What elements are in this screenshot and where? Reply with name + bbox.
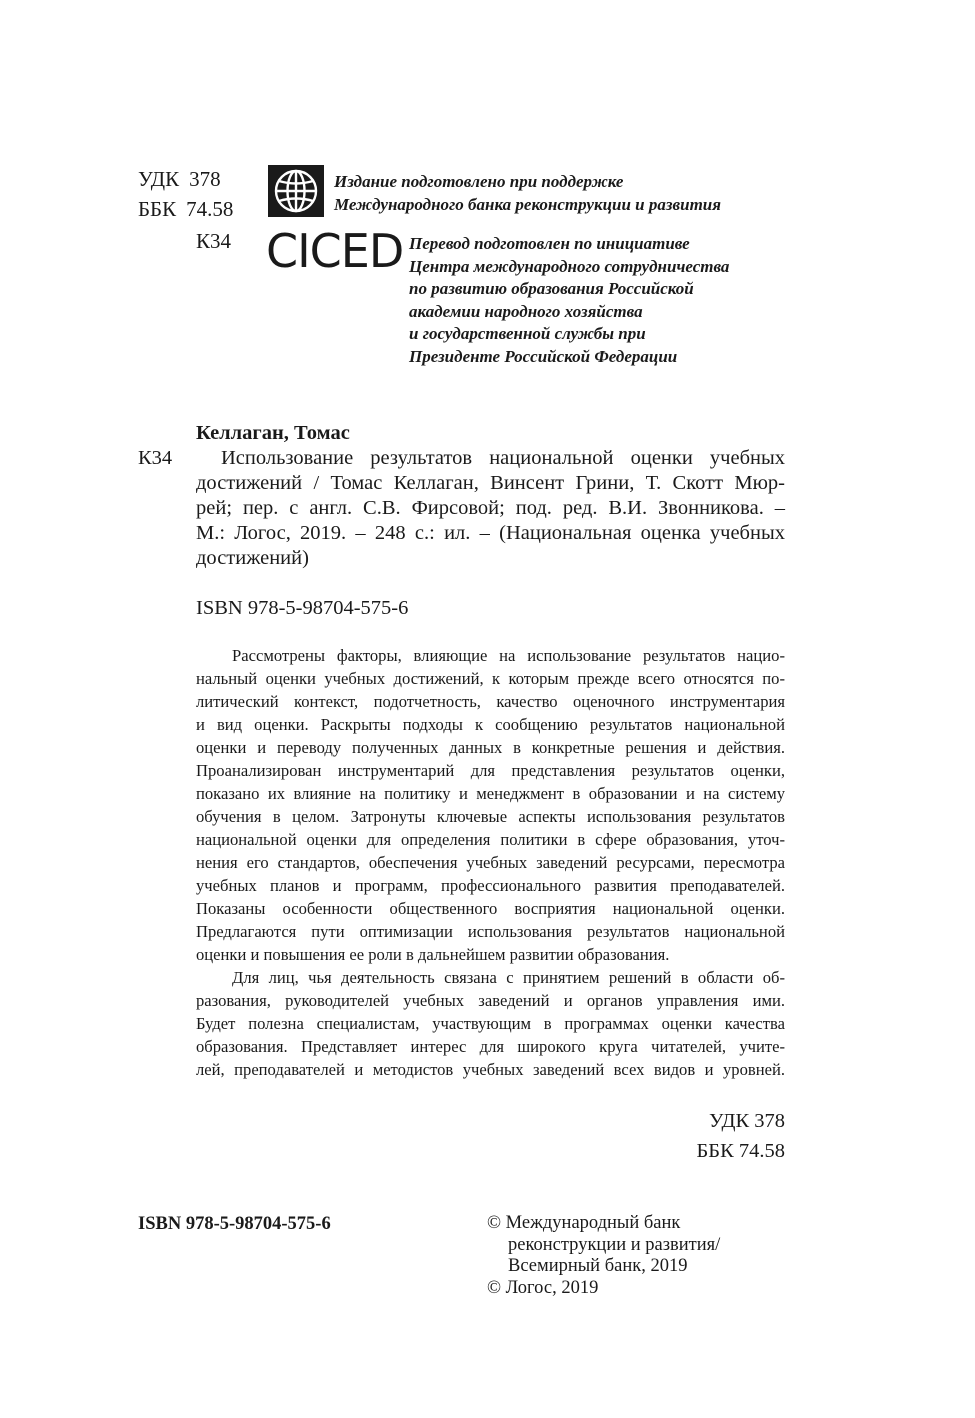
bibliography-isbn: ISBN 978-5-98704-575-6 <box>196 597 409 619</box>
annotation-line: национальной оценки для определения политики в сфере образования, уточ- <box>196 830 785 849</box>
copyright-line: реконструкции и развития/ <box>508 1234 721 1255</box>
annotation-line: Показаны особенности общественного восприятия национальной оценки. <box>196 899 785 918</box>
world-bank-note <box>334 171 721 216</box>
annotation-line: образования. Представляет интерес для широкого круга читателей, учите- <box>196 1037 785 1056</box>
bibliography-line: достижений / Томас Келлаган, Винсент Грини, Т. Скотт Мюр- <box>196 472 785 494</box>
annotation-line: Проанализирован инструментарий для представления результатов оценки, <box>196 761 785 780</box>
globe-icon <box>268 165 324 222</box>
udk-label: УДК <box>138 167 180 191</box>
bibliography-line: рей; пер. с англ. С.В. Фирсовой; под. ред. В.И. Звонникова. – <box>196 497 785 519</box>
annotation-line: Для лиц, чья деятельность связана с принятием решений в области об- <box>232 968 785 987</box>
bbk-classification: ББК 74.58 <box>696 1140 785 1162</box>
annotation-line: лей, преподавателей и методистов учебных заведений всех видов и уровней. <box>196 1060 785 1079</box>
annotation-line: Будет полезна специалистам, участвующим в программах оценки качества <box>196 1014 785 1033</box>
bbk-header <box>138 196 233 222</box>
author-mark-header: К34 <box>196 229 232 253</box>
annotation-line: учебных планов и программ, профессионального развития преподавателей. <box>196 876 785 895</box>
annotation-line: показано их влияние на политику и менеджмент в образовании и на систему <box>196 784 785 803</box>
copyright-line: © Международный банк <box>487 1213 681 1233</box>
ciced-note-line: и государственной службы при <box>409 324 646 343</box>
book-author: Келлаган, Томас <box>196 422 350 444</box>
annotation-line: и вид оценки. Раскрыты подходы к сообщению результатов национальной <box>196 715 785 734</box>
annotation-line: нальный оценки учебных достижений, к которым прежде всего относятся по- <box>196 669 785 688</box>
ciced-note-line: академии народного хозяйства <box>409 301 643 321</box>
world-bank-note-line: Издание подготовлено при поддержке <box>334 172 624 191</box>
ciced-note-line: Перевод подготовлен по инициативе <box>409 234 690 253</box>
bbk-value: 74.58 <box>186 197 234 221</box>
footer-isbn: ISBN 978-5-98704-575-6 <box>138 1214 331 1234</box>
annotation-line: Рассмотрены факторы, влияющие на использование результатов нацио- <box>232 646 785 665</box>
annotation-line: нения его стандартов, обеспечения учебных заведений ресурсами, пересмотра <box>196 853 785 872</box>
annotation-line: оценки и повышения ее роли в дальнейшем развитии образования. <box>196 945 670 964</box>
bibliography-line: достижений) <box>196 547 309 569</box>
annotation-line: разования, руководителей учебных заведений и органов управления ими. <box>196 991 785 1010</box>
annotation-line: оценки и переводу полученных данных в конкретные решения и действия. <box>196 738 785 757</box>
bbk-label: ББК <box>138 197 177 221</box>
annotation-line: литический контекст, подотчетность, качество оценочного инструментария <box>196 692 785 711</box>
annotation-line: Предлагаются пути оптимизации использования результатов национальной <box>196 922 785 941</box>
ciced-note-line: по развитию образования Российской <box>409 279 694 298</box>
bibliography-line: М.: Логос, 2019. – 248 с.: ил. – (Национальная оценка учебных <box>196 522 785 544</box>
world-bank-note-line: Международного банка реконструкции и развития <box>334 194 722 214</box>
copyright-line: © Логос, 2019 <box>487 1277 599 1298</box>
udk-value: 378 <box>189 167 221 191</box>
ciced-note <box>409 233 729 368</box>
world-bank-logo <box>268 165 324 217</box>
copyright-line: Всемирный банк, 2019 <box>508 1256 688 1276</box>
udk-classification: УДК 378 <box>709 1110 785 1132</box>
ciced-note-line: Центра международного сотрудничества <box>409 256 730 276</box>
copyright-block <box>487 1213 720 1299</box>
annotation-line: обучения в целом. Затронуты ключевые аспекты использования результатов <box>196 807 785 826</box>
ciced-note-line: Президенте Российской Федерации <box>409 346 678 366</box>
bibliography-mark: К34 <box>138 447 173 469</box>
ciced-logo: CICED <box>266 224 404 278</box>
bibliography-line: Использование результатов национальной оценки учебных <box>221 447 785 469</box>
udk-header <box>138 166 221 192</box>
